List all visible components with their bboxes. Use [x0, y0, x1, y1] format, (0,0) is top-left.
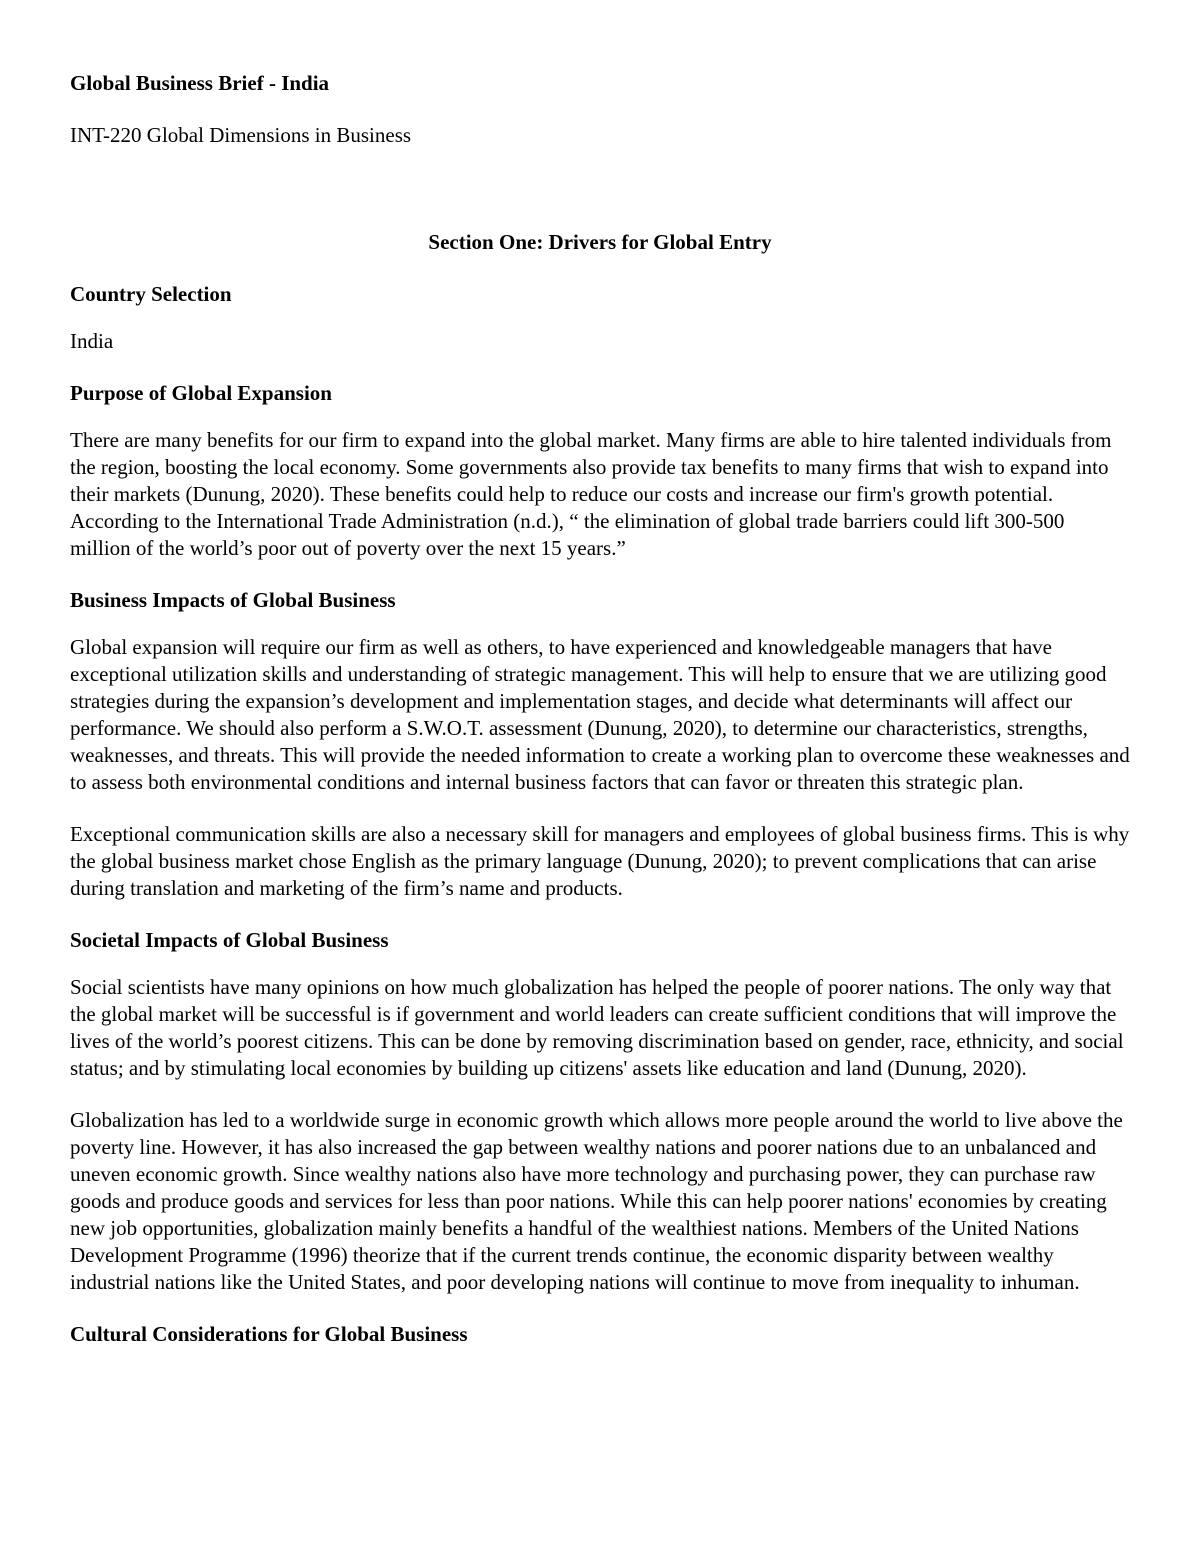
section-title: Section One: Drivers for Global Entry [428, 230, 772, 254]
paragraph-business-impacts-1: Global expansion will require our firm as well as others, to have experienced and knowledgeable managers that have exceptional utilization skills and understanding of strategic management. This will help to ensure that we are utilizing good strategies during the expansion’s development and implementation stages, and decide what determinants will affect our performance. We should also perform a S.W.O.T. assessment (Dunung, 2020), to determine our characteristics, strengths, weaknesses, and threats. This will provide the needed information to create a working plan to overcome these weaknesses and to assess both environmental conditions and internal business factors that can favor or threaten this strategic plan. [70, 635, 1130, 794]
heading-societal-impacts: Societal Impacts of Global Business [70, 928, 389, 952]
heading-cultural-considerations: Cultural Considerations for Global Business [70, 1322, 468, 1346]
paragraph-business-impacts-2: Exceptional communication skills are also a necessary skill for managers and employees of global business firms. This is why the global business market chose English as the primary language (Dunung, 2020); to prevent complications that can arise during translation and marketing of the firm’s name and products. [70, 822, 1130, 900]
heading-purpose: Purpose of Global Expansion [70, 381, 332, 405]
heading-country-selection: Country Selection [70, 282, 232, 306]
paragraph-societal-impacts-1: Social scientists have many opinions on how much globalization has helped the people of poorer nations. The only way that the global market will be successful is if government and world leaders can create sufficient conditions that will improve the lives of the world’s poorest citizens. This can be done by removing discrimination based on gender, race, ethnicity, and social status; and by stimulating local economies by building up citizens' assets like education and land (Dunung, 2020). [70, 975, 1124, 1080]
paragraph-purpose-1: There are many benefits for our firm to expand into the global market. Many firms are able to hire talented individuals from the region, boosting the local economy. Some governments also provide tax benefits to many firms that wish to expand into their markets (Dunung, 2020). These benefits could help to reduce our costs and increase our firm's growth potential. According to the International Trade Administration (n.d.), “ the elimination of global trade barriers could lift 300-500 million of the world’s poor out of poverty over the next 15 years.” [70, 428, 1112, 560]
document-title: Global Business Brief - India [70, 71, 330, 95]
course-name: INT-220 Global Dimensions in Business [70, 123, 412, 147]
document-page [70, 70, 1130, 1368]
country-value: India [70, 329, 114, 353]
paragraph-societal-impacts-2: Globalization has led to a worldwide surge in economic growth which allows more people around the world to live above the poverty line. However, it has also increased the gap between wealthy nations and poorer nations due to an unbalanced and uneven economic growth. Since wealthy nations also have more technology and purchasing power, they can purchase raw goods and produce goods and services for less than poor nations. While this can help poorer nations' economies by creating new job opportunities, globalization mainly benefits a handful of the wealthiest nations. Members of the United Nations Development Programme (1996) theorize that if the current trends continue, the economic disparity between wealthy industrial nations like the United States, and poor developing nations will continue to move from inequality to inhuman. [70, 1108, 1123, 1294]
heading-business-impacts: Business Impacts of Global Business [70, 588, 396, 612]
